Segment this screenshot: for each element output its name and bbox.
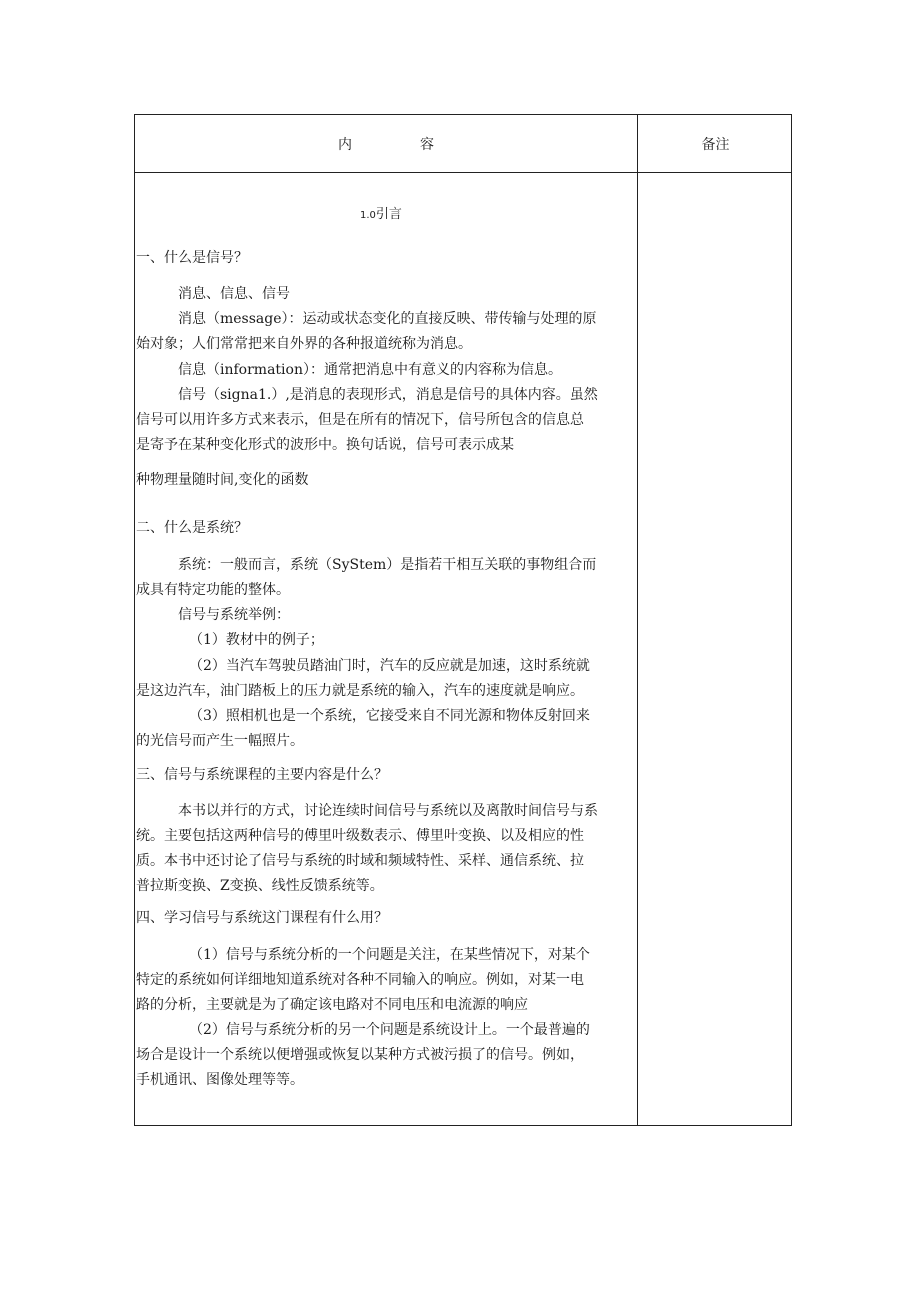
heading-what-is-signal: 一、什么是信号？ [136, 250, 248, 266]
paragraph-line: 成具有特定功能的整体。 [136, 582, 290, 598]
header-divider [135, 172, 791, 173]
column-divider [637, 115, 638, 1125]
paragraph-line: 质。本书中还讨论了信号与系统的时域和频域特性、采样、通信系统、拉 [136, 853, 584, 869]
paragraph-line: 手机通讯、图像处理等等。 [136, 1072, 304, 1088]
list-item: （1）信号与系统分析的一个问题是关注，在某些情况下，对某个 [189, 947, 590, 963]
paragraph-line: 信息（information）：通常把消息中有意义的内容称为信息。 [178, 362, 562, 378]
paragraph-line: 系统：一般而言，系统（SyStem）是指若干相互关联的事物组合而 [178, 557, 597, 573]
section-number: 1.0 [360, 210, 376, 221]
paragraph-line: 本书以并行的方式，讨论连续时间信号与系统以及离散时间信号与系 [178, 803, 598, 819]
list-item: （2）信号与系统分析的另一个问题是系统设计上。一个最普遍的 [189, 1022, 590, 1038]
lesson-table [134, 114, 792, 1126]
list-item: （2）当汽车驾驶员踏油门时，汽车的反应就是加速，这时系统就 [189, 658, 590, 674]
heading-course-content: 三、信号与系统课程的主要内容是什么？ [136, 767, 388, 783]
content-header-char-1: 内 [338, 136, 352, 153]
list-item: （3）照相机也是一个系统，它接受来自不同光源和物体反射回来 [189, 708, 590, 724]
content-header-char-2: 容 [420, 136, 434, 153]
notes-column-header: 备注 [701, 136, 730, 153]
paragraph-line: 消息、信息、信号 [178, 286, 290, 302]
list-item: （1）教材中的例子； [189, 632, 324, 648]
content-column-header [135, 115, 637, 172]
paragraph-line: 信号可以用许多方式来表示，但是在所有的情况下，信号所包含的信息总 [136, 412, 584, 428]
paragraph-line: 普拉斯变换、Z变换、线性反馈系统等。 [136, 878, 384, 894]
paragraph-line: 消息（message）：运动或状态变化的直接反映、带传输与处理的原 [178, 311, 597, 327]
paragraph-line: 信号（signa1.）,是消息的表现形式，消息是信号的具体内容。虽然 [178, 387, 598, 403]
paragraph-line: 信号与系统举例： [178, 607, 290, 623]
paragraph-line: 场合是设计一个系统以便增强或恢复以某种方式被污损了的信号。例如， [136, 1047, 584, 1063]
paragraph-line: 是这边汽车，油门踏板上的压力就是系统的输入，汽车的速度就是响应。 [136, 683, 584, 699]
heading-what-is-system: 二、什么是系统？ [136, 520, 248, 536]
paragraph-line: 始对象；人们常常把来自外界的各种报道统称为消息。 [136, 336, 472, 352]
paragraph-line: 统。主要包括这两种信号的傅里叶级数表示、傅里叶变换、以及相应的性 [136, 828, 584, 844]
section-title-text: 引言 [375, 207, 402, 222]
paragraph-line: 种物理量随时间,变化的函数 [136, 472, 309, 488]
paragraph-line: 的光信号而产生一幅照片。 [136, 733, 304, 749]
paragraph-line: 路的分析，主要就是为了确定该电路对不同电压和电流源的响应 [136, 997, 528, 1013]
paragraph-line: 是寄予在某种变化形式的波形中。换句话说，信号可表示成某 [136, 437, 514, 453]
section-title [360, 203, 402, 222]
heading-course-use: 四、学习信号与系统这门课程有什么用？ [136, 910, 388, 926]
paragraph-line: 特定的系统如何详细地知道系统对各种不同输入的响应。例如，对某一电 [136, 972, 584, 988]
